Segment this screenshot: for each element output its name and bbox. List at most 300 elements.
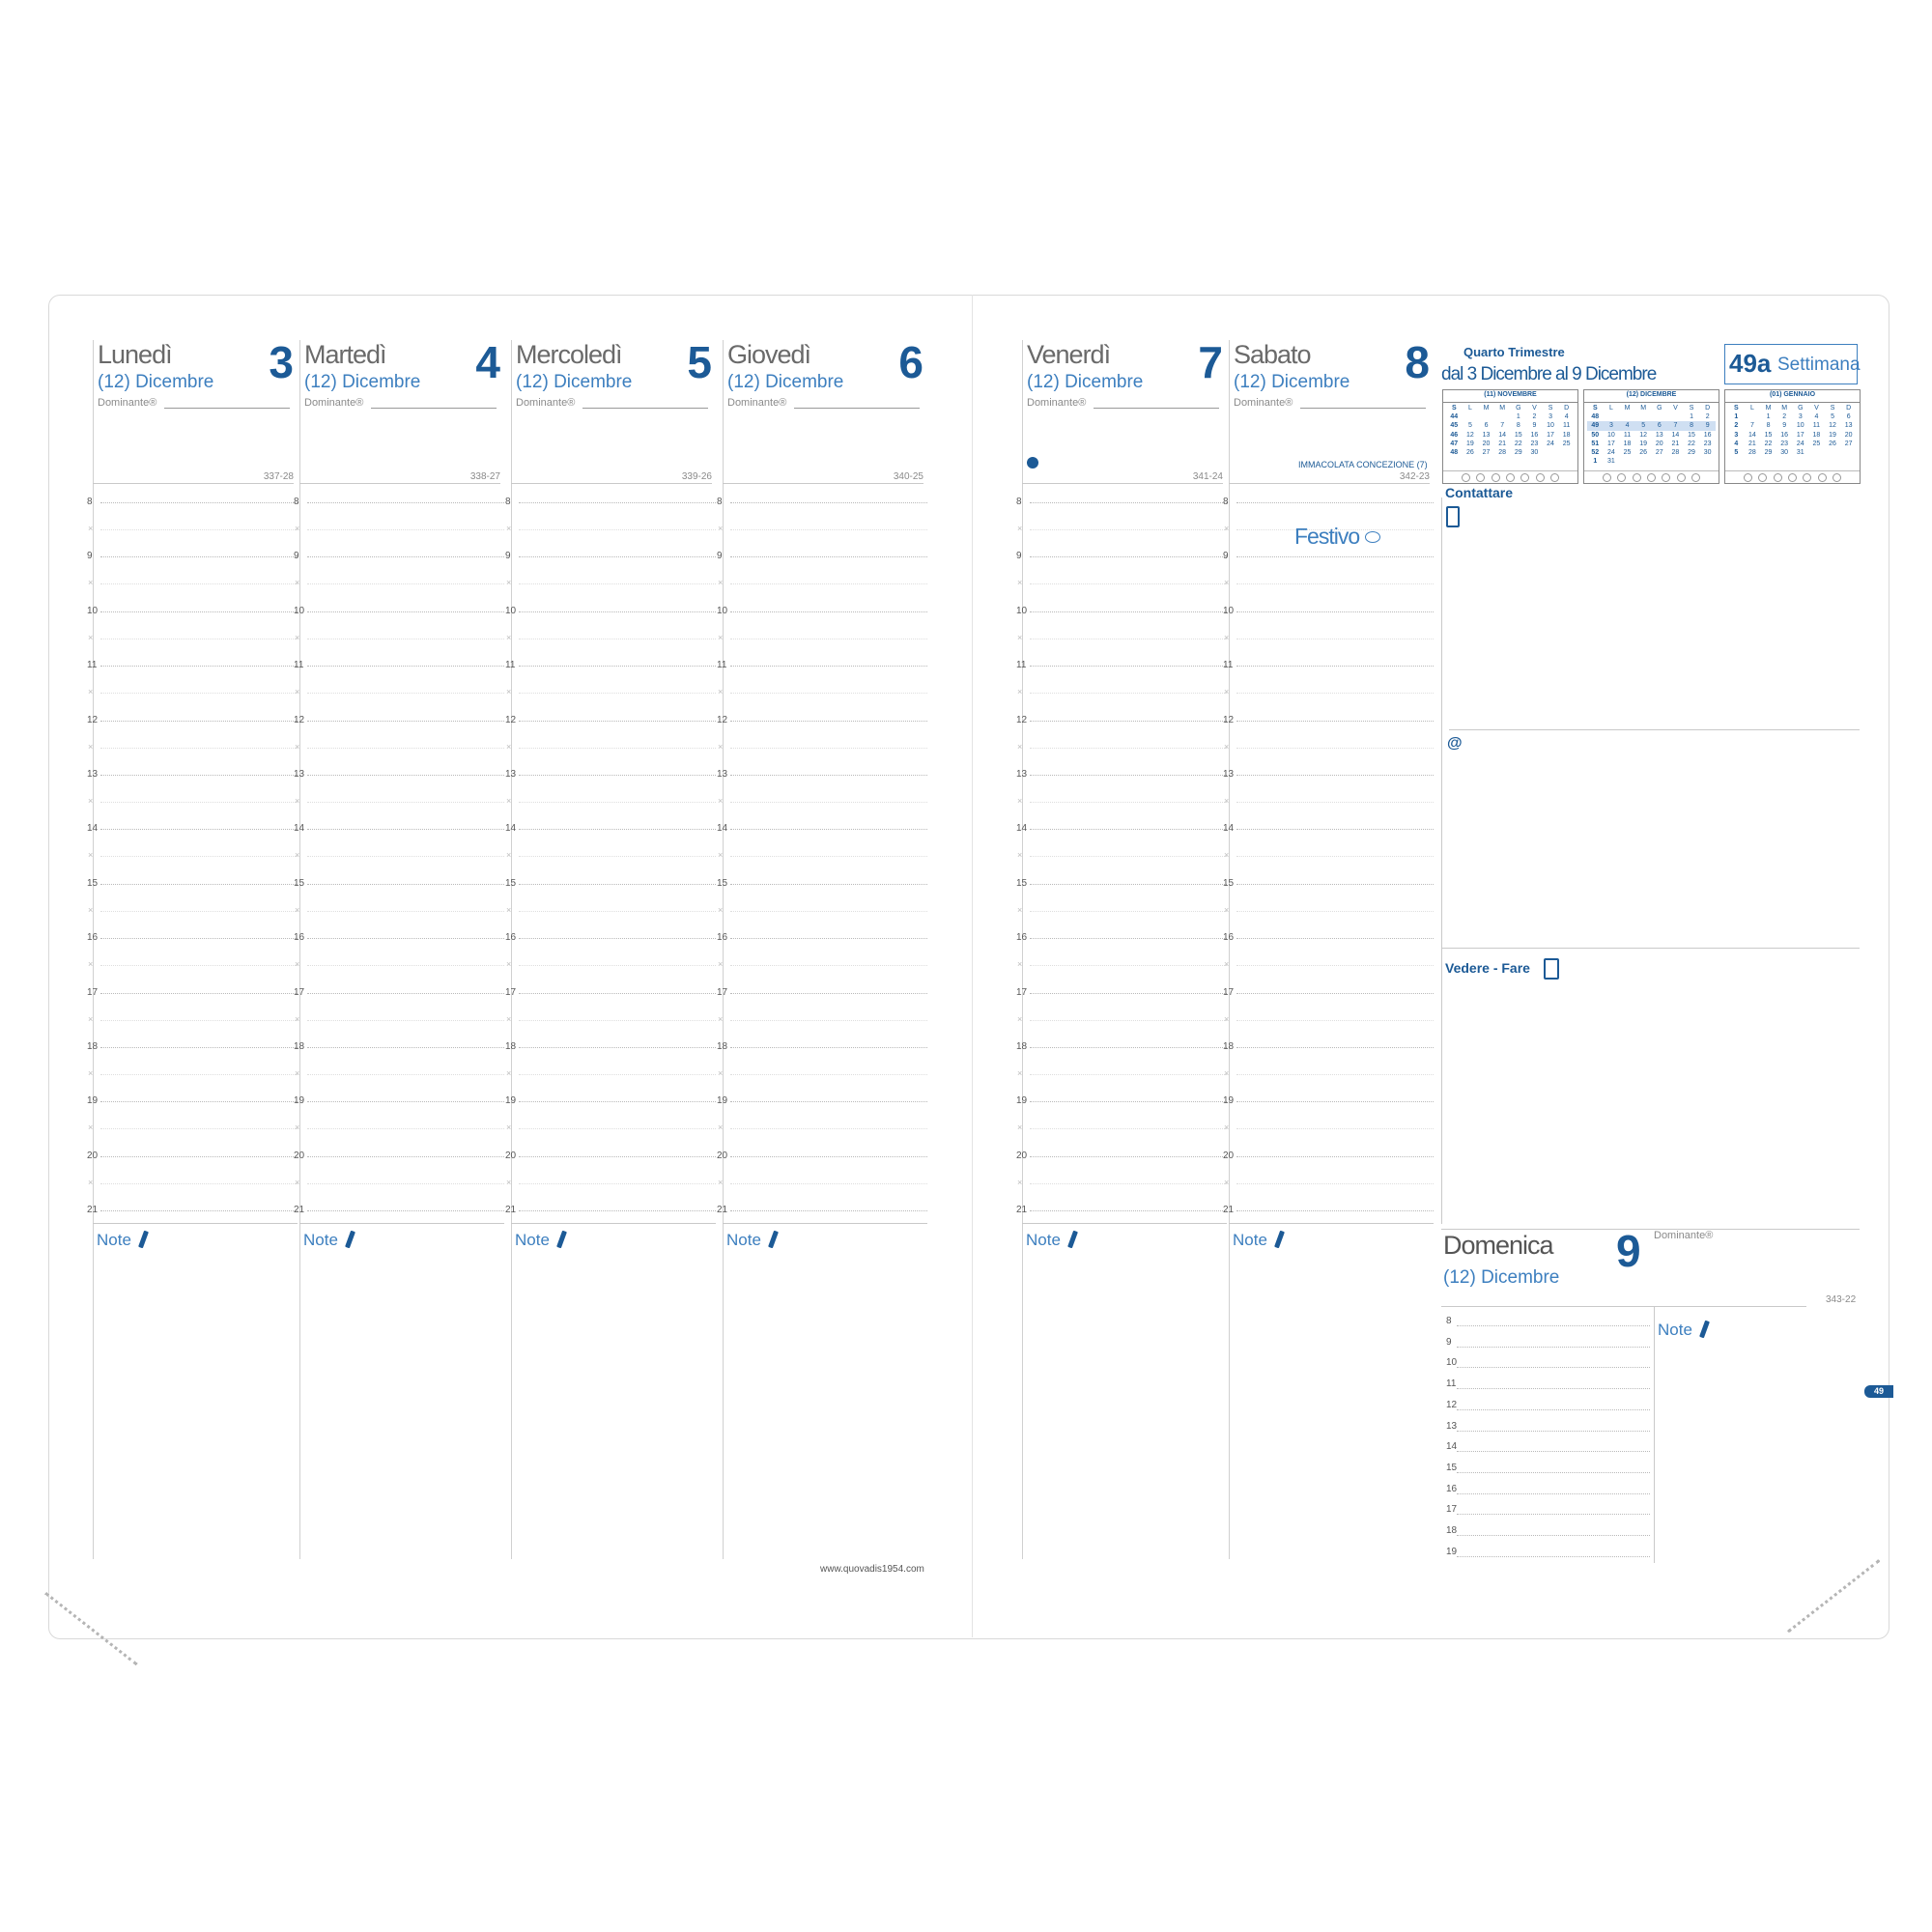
hour-label: 14 (87, 823, 99, 835)
hour-line[interactable] (1030, 1101, 1227, 1102)
half-hour-line[interactable] (519, 748, 716, 749)
notes-divider (1229, 1223, 1434, 1224)
mini-calendar-cell: 27 (1482, 449, 1491, 457)
hour-line[interactable] (730, 721, 927, 722)
sunday-hour-label: 18 (1446, 1525, 1458, 1536)
half-hour-mark: × (506, 741, 512, 752)
half-hour-line[interactable] (519, 583, 716, 584)
ring-icon (1506, 473, 1515, 482)
half-hour-line[interactable] (307, 1128, 504, 1129)
half-hour-line[interactable] (307, 856, 504, 857)
hour-label: 20 (87, 1150, 99, 1161)
half-hour-line[interactable] (519, 529, 716, 530)
half-hour-line[interactable] (100, 965, 298, 966)
hour-line[interactable] (519, 721, 716, 722)
half-hour-line[interactable] (307, 583, 504, 584)
hour-label: 9 (505, 551, 511, 562)
half-hour-line[interactable] (1236, 583, 1434, 584)
hour-line[interactable] (1030, 721, 1227, 722)
half-hour-line[interactable] (1030, 1074, 1227, 1075)
half-hour-line[interactable] (1236, 965, 1434, 966)
hour-line[interactable] (519, 1156, 716, 1157)
hour-line[interactable] (519, 938, 716, 939)
half-hour-line[interactable] (1236, 802, 1434, 803)
half-hour-line[interactable] (100, 1074, 298, 1075)
half-hour-mark: × (506, 1013, 512, 1024)
mini-calendar-cell: 19 (1829, 431, 1836, 439)
hour-line[interactable] (730, 829, 927, 830)
mini-calendar-cell: 8 (1690, 422, 1694, 430)
half-hour-line[interactable] (1030, 748, 1227, 749)
ring-icon (1677, 473, 1686, 482)
hour-label: 10 (505, 605, 517, 616)
hour-line[interactable] (1030, 666, 1227, 667)
hour-line[interactable] (100, 721, 298, 722)
hour-line[interactable] (100, 502, 298, 503)
hour-line[interactable] (100, 556, 298, 557)
half-hour-line[interactable] (1030, 529, 1227, 530)
day-name: Mercoledì (516, 340, 622, 369)
half-hour-line[interactable] (100, 583, 298, 584)
mini-calendar-title: (11) NOVEMBRE (1484, 391, 1537, 398)
ring-icon (1633, 473, 1641, 482)
hour-line[interactable] (100, 611, 298, 612)
half-hour-line[interactable] (730, 748, 927, 749)
mini-calendar-cell: 28 (1498, 449, 1507, 457)
sunday-top-divider (1441, 1229, 1860, 1230)
hour-line[interactable] (730, 556, 927, 557)
sunday-hour-line[interactable] (1457, 1472, 1650, 1473)
hour-label: 21 (1223, 1205, 1235, 1216)
hour-label: 20 (717, 1150, 728, 1161)
sunday-header-line (1441, 1306, 1806, 1307)
hour-line[interactable] (100, 993, 298, 994)
hour-line[interactable] (730, 993, 927, 994)
hour-label: 14 (1016, 823, 1028, 835)
mini-calendar-row (1728, 421, 1857, 430)
half-hour-line[interactable] (307, 965, 504, 966)
sunday-hour-line[interactable] (1457, 1431, 1650, 1432)
hour-line[interactable] (307, 1101, 504, 1102)
dominante-label: Dominante® (98, 397, 157, 409)
hour-line[interactable] (1030, 1047, 1227, 1048)
sunday-hour-line[interactable] (1457, 1409, 1650, 1410)
hour-line[interactable] (307, 556, 504, 557)
mini-calendar-cell (1652, 457, 1668, 466)
half-hour-line[interactable] (730, 965, 927, 966)
half-hour-line[interactable] (730, 529, 927, 530)
half-hour-line[interactable] (730, 1074, 927, 1075)
hour-line[interactable] (100, 829, 298, 830)
mini-calendar-row (1587, 448, 1716, 457)
mini-calendar-cell: 4 (1734, 440, 1739, 447)
hour-line[interactable] (307, 1156, 504, 1157)
half-hour-mark: × (1224, 741, 1230, 752)
day-month: (12) Dicembre (1234, 372, 1350, 392)
mini-calendar-cell: 20 (1655, 440, 1663, 447)
hour-line[interactable] (100, 1156, 298, 1157)
hour-line[interactable] (100, 1047, 298, 1048)
hour-line[interactable] (730, 502, 927, 503)
hour-line[interactable] (307, 775, 504, 776)
half-hour-line[interactable] (1236, 1183, 1434, 1184)
mini-calendar-cell: 21 (1498, 440, 1507, 447)
hour-line[interactable] (307, 611, 504, 612)
half-hour-line[interactable] (730, 583, 927, 584)
hour-line[interactable] (100, 884, 298, 885)
hour-line[interactable] (100, 938, 298, 939)
half-hour-mark: × (1224, 524, 1230, 533)
hour-line[interactable] (100, 666, 298, 667)
hour-line[interactable] (307, 938, 504, 939)
half-hour-line[interactable] (1236, 748, 1434, 749)
mini-calendar-cell: 22 (1514, 440, 1522, 447)
hour-line[interactable] (730, 1047, 927, 1048)
hour-label: 8 (505, 497, 511, 507)
half-hour-line[interactable] (307, 1074, 504, 1075)
mini-calendar-cell: 23 (1530, 440, 1539, 447)
sunday-hour-line[interactable] (1457, 1325, 1650, 1326)
hour-line[interactable] (1030, 1156, 1227, 1157)
half-hour-line[interactable] (730, 802, 927, 803)
mini-calendar-cell: 5 (1734, 449, 1739, 457)
half-hour-line[interactable] (519, 911, 716, 912)
hour-label: 12 (294, 714, 305, 725)
half-hour-mark: × (718, 687, 724, 697)
half-hour-line[interactable] (1030, 693, 1227, 694)
hour-line[interactable] (100, 1101, 298, 1102)
half-hour-line[interactable] (1030, 856, 1227, 857)
half-hour-line[interactable] (730, 911, 927, 912)
half-hour-line[interactable] (1030, 1128, 1227, 1129)
week-range: dal 3 Dicembre al 9 Dicembre (1441, 364, 1657, 384)
ring-icon (1550, 473, 1559, 482)
sunday-hour-line[interactable] (1457, 1347, 1650, 1348)
hour-label: 14 (1223, 823, 1235, 835)
mini-calendar-rings (1584, 473, 1719, 482)
sunday-hour-line[interactable] (1457, 1493, 1650, 1494)
hour-line[interactable] (307, 1210, 504, 1211)
half-hour-line[interactable] (307, 911, 504, 912)
half-hour-line[interactable] (100, 911, 298, 912)
notes-label: Note (303, 1231, 353, 1250)
mini-calendar-row (1587, 457, 1716, 466)
half-hour-line[interactable] (730, 1183, 927, 1184)
hour-line[interactable] (1236, 775, 1434, 776)
half-hour-line[interactable] (1030, 583, 1227, 584)
mini-calendar-cell: 24 (1607, 449, 1615, 457)
hour-label: 8 (1016, 497, 1022, 507)
half-hour-mark: × (1224, 1177, 1230, 1187)
mini-calendar-cell: 21 (1671, 440, 1680, 447)
quarter-title: Quarto Trimestre (1463, 345, 1565, 359)
mini-calendar-cell: 25 (1812, 440, 1821, 447)
mini-calendar-rule (1584, 402, 1719, 403)
hour-label: 18 (294, 1041, 305, 1052)
half-hour-line[interactable] (1236, 1128, 1434, 1129)
hour-line[interactable] (1236, 1047, 1434, 1048)
half-hour-line[interactable] (519, 802, 716, 803)
mini-calendar-cell: 26 (1829, 440, 1836, 447)
day-code: 341-24 (1192, 471, 1223, 482)
hour-label: 15 (1016, 877, 1028, 889)
sunday-hour-line[interactable] (1457, 1388, 1650, 1389)
half-hour-line[interactable] (307, 802, 504, 803)
half-hour-line[interactable] (1236, 1074, 1434, 1075)
circle-icon (1365, 531, 1380, 543)
hour-line[interactable] (519, 1101, 716, 1102)
hour-line[interactable] (1236, 1101, 1434, 1102)
hour-line[interactable] (1030, 884, 1227, 885)
ring-icon (1744, 473, 1752, 482)
hour-line[interactable] (1236, 938, 1434, 939)
hour-line[interactable] (730, 666, 927, 667)
half-hour-line[interactable] (1030, 1183, 1227, 1184)
hour-line[interactable] (1236, 556, 1434, 557)
hour-line[interactable] (730, 1156, 927, 1157)
mini-calendar-cell: M (1483, 405, 1490, 412)
hour-line[interactable] (1236, 1210, 1434, 1211)
hour-label: 21 (505, 1205, 517, 1216)
mini-calendar-cell: 24 (1796, 440, 1804, 447)
mini-calendar-cell: 16 (1780, 431, 1789, 439)
half-hour-line[interactable] (519, 1020, 716, 1021)
hour-line[interactable] (519, 884, 716, 885)
hour-line[interactable] (519, 556, 716, 557)
hour-line[interactable] (730, 775, 927, 776)
mini-calendar-cell: 2 (1532, 413, 1537, 421)
mini-calendar-cell: 19 (1466, 440, 1474, 447)
mini-calendar-cell: 12 (1639, 431, 1648, 439)
hour-line[interactable] (1236, 666, 1434, 667)
mini-calendar-cell: L (1467, 405, 1472, 412)
half-hour-line[interactable] (307, 748, 504, 749)
notes-label: Note (1233, 1231, 1282, 1250)
sunday-notes-separator (1654, 1306, 1655, 1563)
mini-calendar-cell: 46 (1450, 431, 1459, 439)
day-number: 5 (687, 337, 712, 387)
hour-line[interactable] (307, 721, 504, 722)
vedere-divider (1441, 948, 1860, 949)
sunday-hour-line[interactable] (1457, 1556, 1650, 1557)
mini-calendar-rule (1725, 402, 1860, 403)
hour-line[interactable] (730, 1210, 927, 1211)
hour-label: 8 (87, 497, 93, 507)
mini-calendar-grid (1587, 404, 1716, 466)
half-hour-mark: × (88, 959, 94, 970)
hour-label: 19 (505, 1095, 517, 1107)
hour-label: 11 (294, 660, 304, 671)
hour-line[interactable] (1030, 829, 1227, 830)
hour-line[interactable] (519, 1210, 716, 1211)
hour-label: 13 (294, 769, 305, 780)
hour-line[interactable] (307, 829, 504, 830)
half-hour-line[interactable] (519, 856, 716, 857)
hour-line[interactable] (519, 502, 716, 503)
day-number: 8 (1405, 337, 1430, 387)
hour-line[interactable] (1236, 721, 1434, 722)
mini-calendar-cell: 20 (1844, 431, 1853, 439)
day-code: 342-23 (1399, 471, 1430, 482)
mini-calendar-cell: 17 (1547, 431, 1554, 439)
mini-calendar-cell: 4 (1625, 422, 1630, 430)
hour-line[interactable] (1236, 502, 1434, 503)
hour-line[interactable] (519, 611, 716, 612)
half-hour-line[interactable] (307, 1020, 504, 1021)
mini-calendar-cell: V (1532, 405, 1537, 412)
hour-line[interactable] (1030, 938, 1227, 939)
hour-line[interactable] (307, 884, 504, 885)
half-hour-line[interactable] (1236, 1020, 1434, 1021)
day-number: 7 (1198, 337, 1223, 387)
mini-calendar-cell: 51 (1591, 440, 1600, 447)
ring-icon (1662, 473, 1670, 482)
mini-calendar-cell: 20 (1482, 440, 1491, 447)
hour-line[interactable] (519, 666, 716, 667)
half-hour-line[interactable] (100, 748, 298, 749)
half-hour-line[interactable] (519, 1183, 716, 1184)
ring-icon (1520, 473, 1529, 482)
half-hour-line[interactable] (730, 1020, 927, 1021)
mini-calendar-cell: 10 (1607, 431, 1615, 439)
half-hour-line[interactable] (519, 965, 716, 966)
hour-line[interactable] (1236, 611, 1434, 612)
week-box (1724, 344, 1861, 384)
half-hour-line[interactable] (307, 1183, 504, 1184)
hour-line[interactable] (1030, 611, 1227, 612)
half-hour-line[interactable] (100, 693, 298, 694)
mini-calendar-cell: 8 (1766, 422, 1771, 430)
hour-line[interactable] (519, 775, 716, 776)
half-hour-line[interactable] (519, 1128, 716, 1129)
half-hour-line[interactable] (1030, 802, 1227, 803)
half-hour-line[interactable] (100, 856, 298, 857)
hour-label: 13 (717, 769, 728, 780)
hour-line[interactable] (519, 1047, 716, 1048)
hour-line[interactable] (100, 775, 298, 776)
half-hour-mark: × (1017, 796, 1023, 806)
mini-calendar-cell: D (1846, 405, 1852, 412)
mini-calendar-cell (1635, 457, 1652, 466)
hour-line[interactable] (519, 829, 716, 830)
half-hour-mark: × (718, 1177, 724, 1187)
mini-calendar-cell (1652, 412, 1668, 421)
mini-calendar-cell: 2 (1705, 413, 1710, 421)
hour-label: 21 (294, 1205, 305, 1216)
hour-label: 18 (505, 1041, 517, 1052)
mini-calendar-cell: 15 (1514, 431, 1522, 439)
mini-calendar-cell: 3 (1798, 413, 1803, 421)
hour-line[interactable] (1030, 775, 1227, 776)
mini-calendar-cell: S (1592, 405, 1598, 412)
hour-line[interactable] (307, 502, 504, 503)
half-hour-mark: × (88, 1013, 94, 1024)
hour-line[interactable] (730, 884, 927, 885)
half-hour-line[interactable] (100, 802, 298, 803)
mini-calendar-cell: 2 (1782, 413, 1787, 421)
hour-line[interactable] (1236, 993, 1434, 994)
half-hour-line[interactable] (730, 693, 927, 694)
half-hour-mark: × (295, 1013, 300, 1024)
half-hour-mark: × (1224, 1013, 1230, 1024)
sunday-hour-line[interactable] (1457, 1535, 1650, 1536)
hour-line[interactable] (307, 993, 504, 994)
day-code: 340-25 (893, 471, 923, 482)
half-hour-line[interactable] (519, 693, 716, 694)
hour-label: 16 (717, 932, 728, 944)
hour-line[interactable] (307, 666, 504, 667)
hour-line[interactable] (1030, 502, 1227, 503)
half-hour-line[interactable] (1236, 856, 1434, 857)
half-hour-line[interactable] (100, 1128, 298, 1129)
mini-calendar-row (1446, 421, 1575, 430)
dominante-line (164, 408, 290, 409)
mini-calendar-row (1587, 421, 1716, 430)
half-hour-mark: × (506, 687, 512, 697)
half-hour-line[interactable] (730, 1128, 927, 1129)
half-hour-line[interactable] (1030, 965, 1227, 966)
hour-line[interactable] (1030, 993, 1227, 994)
hour-line[interactable] (1236, 1156, 1434, 1157)
ring-icon (1803, 473, 1811, 482)
hour-label: 8 (1223, 497, 1229, 507)
sunday-hour-line[interactable] (1457, 1367, 1650, 1368)
half-hour-line[interactable] (307, 693, 504, 694)
sunday-hour-label: 10 (1446, 1357, 1458, 1369)
page-tab[interactable]: 49 (1864, 1385, 1893, 1398)
hour-line[interactable] (1030, 1210, 1227, 1211)
half-hour-line[interactable] (100, 1183, 298, 1184)
half-hour-line[interactable] (1236, 693, 1434, 694)
half-hour-line[interactable] (1030, 1020, 1227, 1021)
sunday-hour-line[interactable] (1457, 1451, 1650, 1452)
hour-line[interactable] (1236, 829, 1434, 830)
half-hour-mark: × (506, 524, 512, 533)
half-hour-line[interactable] (307, 529, 504, 530)
half-hour-mark: × (1017, 1122, 1023, 1133)
hour-line[interactable] (307, 1047, 504, 1048)
hour-line[interactable] (730, 611, 927, 612)
hour-line[interactable] (519, 993, 716, 994)
half-hour-line[interactable] (519, 1074, 716, 1075)
hour-line[interactable] (100, 1210, 298, 1211)
mini-calendar-cell: 24 (1547, 440, 1554, 447)
ring-icon (1691, 473, 1700, 482)
day-month: (12) Dicembre (1027, 372, 1144, 392)
ring-icon (1603, 473, 1611, 482)
sunday-hour-line[interactable] (1457, 1514, 1650, 1515)
dominante-label: Dominante® (1027, 397, 1087, 409)
half-hour-line[interactable] (730, 856, 927, 857)
hour-line[interactable] (730, 938, 927, 939)
hour-label: 19 (294, 1095, 305, 1107)
half-hour-line[interactable] (1030, 911, 1227, 912)
hour-label: 20 (1223, 1150, 1235, 1161)
dominante-label: Dominante® (304, 397, 364, 409)
hour-line[interactable] (730, 1101, 927, 1102)
hour-label: 9 (87, 551, 93, 562)
day-name: Sabato (1234, 340, 1311, 369)
hour-line[interactable] (1236, 884, 1434, 885)
half-hour-line[interactable] (100, 529, 298, 530)
notes-divider (93, 1223, 298, 1224)
half-hour-line[interactable] (1236, 911, 1434, 912)
hour-label: 20 (505, 1150, 517, 1161)
mini-calendar-row (1728, 404, 1857, 412)
half-hour-line[interactable] (100, 1020, 298, 1021)
mini-calendar-cell: 23 (1703, 440, 1712, 447)
hour-line[interactable] (1030, 556, 1227, 557)
